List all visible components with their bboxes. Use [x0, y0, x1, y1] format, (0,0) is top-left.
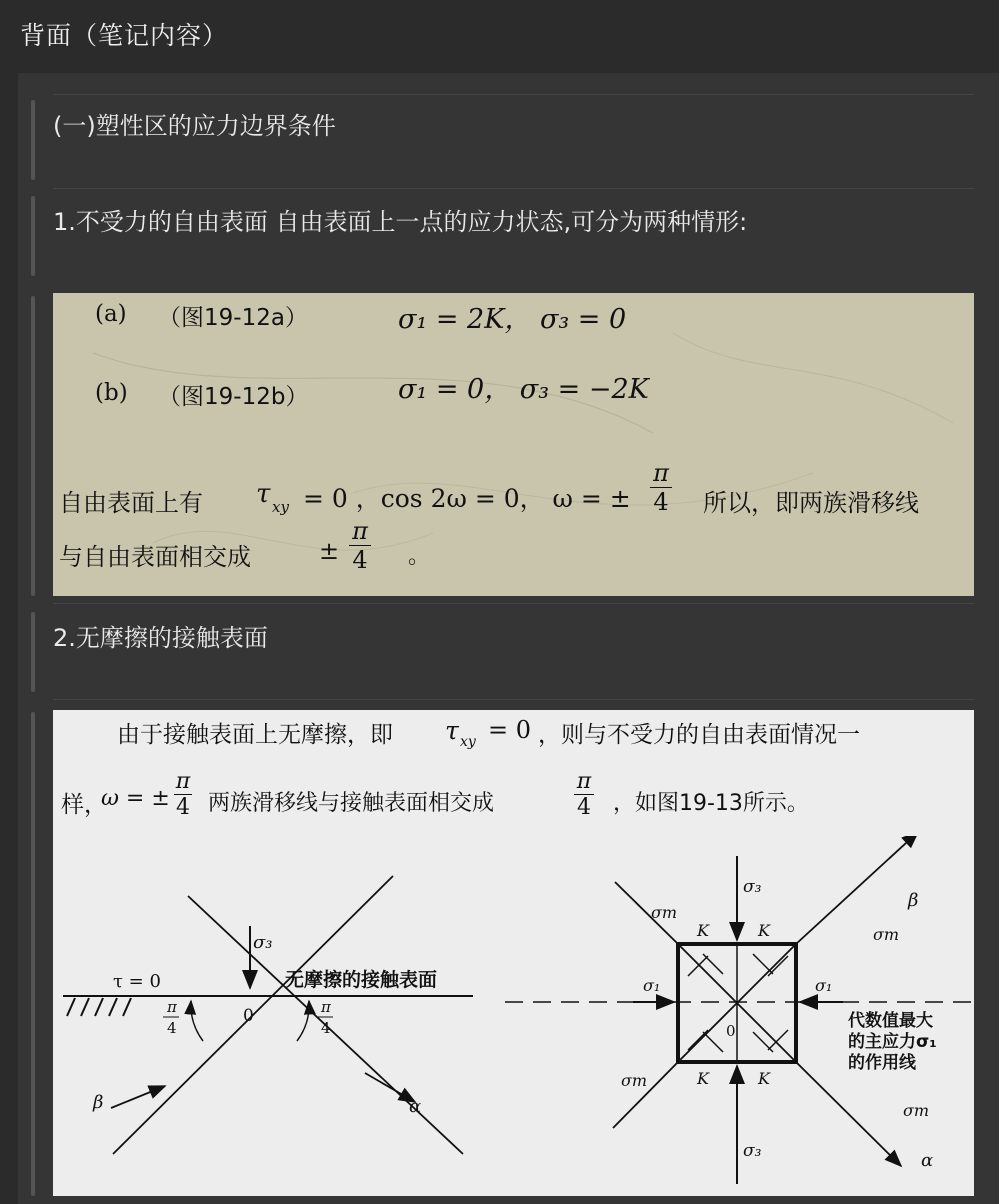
contact-line2-suffix: ，如图19-13所示。 [613, 791, 809, 816]
pi-over-4-fraction [573, 770, 595, 821]
beta-label: β [908, 890, 919, 911]
free-surface-line2-prefix: 与自由表面相交成 [59, 543, 251, 571]
fraction-denominator: 4 [176, 795, 190, 820]
beta-arrow [111, 1086, 165, 1108]
tau-subscript: xy [460, 734, 476, 750]
k-label: K [697, 1069, 709, 1088]
k-label: K [758, 921, 770, 940]
sigma3-bottom-label: σ₃ [743, 1141, 762, 1161]
pi-over-4-fraction [173, 770, 193, 821]
alpha-label: α [409, 1096, 422, 1117]
block-bar [31, 296, 35, 596]
annotation-line-3: 的作用线 [848, 1053, 916, 1073]
fraction-numerator: π [576, 769, 592, 794]
beta-slip-line [796, 836, 918, 944]
right-pi-over-4-label [317, 998, 333, 1037]
alpha-label: α [921, 1150, 934, 1171]
annotation-line-2: 的主应力σ₁ [848, 1032, 937, 1052]
left-pi-over-4-label [163, 998, 179, 1037]
sigma3-label: σ₃ [253, 932, 273, 953]
svg-text:4: 4 [321, 1019, 331, 1037]
right-stress-element-diagram [503, 836, 973, 1196]
omega-equation: ω = ± [101, 786, 170, 811]
block-bar [31, 196, 35, 276]
period: 。 [408, 544, 431, 569]
left-angle-arc [191, 1001, 203, 1041]
k-label: K [758, 1069, 770, 1088]
section-heading: (一)塑性区的应力边界条件 [53, 112, 336, 140]
sigma-m-label: σm [903, 1101, 930, 1120]
svg-text:π: π [321, 998, 331, 1016]
origin-label: 0 [243, 1006, 254, 1026]
case-b-figure-ref: （图19-12b） [158, 384, 309, 410]
tau-subscript: xy [272, 498, 289, 516]
block-bar [31, 712, 35, 1196]
alpha-slip-line [796, 1062, 901, 1166]
page-title: 背面（笔记内容） [20, 21, 229, 50]
annotation-line-1: 代数值最大 [848, 1011, 933, 1031]
case-a-formula: σ₁ = 2K， σ₃ = 0 [398, 304, 627, 335]
sigma1-left-label: σ₁ [643, 976, 661, 995]
alpha-arrow [365, 1073, 415, 1102]
figure-image-frictionless-contact [53, 710, 974, 1196]
tau-symbol: τ [256, 479, 271, 509]
svg-text:4: 4 [167, 1019, 177, 1037]
item-1-text: 1.不受力的自由表面 自由表面上一点的应力状态,可分为两种情形: [53, 208, 748, 236]
block-bar [31, 612, 35, 692]
case-a-label: (a) [95, 301, 127, 327]
fraction-denominator: 4 [352, 546, 368, 574]
left-slip-line-diagram [53, 836, 493, 1196]
tau-symbol: τ [445, 716, 459, 745]
hatch-marks [67, 998, 131, 1016]
fraction-numerator: π [352, 517, 368, 545]
beta-label: β [93, 1092, 104, 1113]
contact-line2-prefix: 样， [61, 792, 107, 818]
plus-minus-sign: ± [319, 537, 340, 565]
sigma-m-label: σm [621, 1071, 648, 1090]
sigma-m-label: σm [651, 903, 678, 922]
fraction-numerator: π [175, 769, 191, 794]
pi-over-4-fraction [348, 517, 372, 574]
item-2-text: 2.无摩擦的接触表面 [53, 624, 268, 652]
fraction-denominator: 4 [653, 488, 669, 516]
contact-line1-prefix: 由于接触表面上无摩擦，即 [117, 722, 393, 748]
pi-over-4-fraction [649, 459, 673, 516]
free-surface-equation: = 0 ，cos 2ω = 0， ω = ± [303, 484, 631, 513]
fraction-numerator: π [653, 459, 669, 487]
free-surface-line1-suffix: 所以，即两族滑移线 [703, 489, 919, 517]
contact-line2-mid: 两族滑移线与接触表面相交成 [208, 791, 495, 816]
tau-zero-label: τ = 0 [113, 971, 161, 992]
divider [53, 699, 974, 700]
formula-image-free-surface [53, 293, 974, 596]
case-a-figure-ref: （图19-12a） [158, 305, 308, 331]
frictionless-surface-label: 无摩擦的接触表面 [285, 969, 438, 991]
sigma3-top-label: σ₃ [743, 877, 762, 897]
divider [53, 603, 974, 604]
case-b-formula: σ₁ = 0， σ₃ = −2K [398, 374, 649, 405]
case-b-label: (b) [95, 380, 128, 406]
block-bar [31, 100, 35, 180]
fraction-denominator: 4 [577, 795, 591, 820]
contact-line1-suffix: ，则与不受力的自由表面情况一 [538, 722, 860, 748]
sigma1-right-label: σ₁ [815, 976, 833, 995]
header-bar [0, 0, 999, 72]
divider [53, 188, 974, 189]
divider [53, 94, 974, 95]
contact-equation: = 0 [488, 716, 532, 744]
svg-text:π: π [167, 998, 177, 1016]
k-label: K [697, 921, 709, 940]
sigma-m-label: σm [873, 925, 900, 944]
free-surface-line1-prefix: 自由表面上有 [59, 489, 203, 517]
origin-label: 0 [726, 1022, 736, 1040]
